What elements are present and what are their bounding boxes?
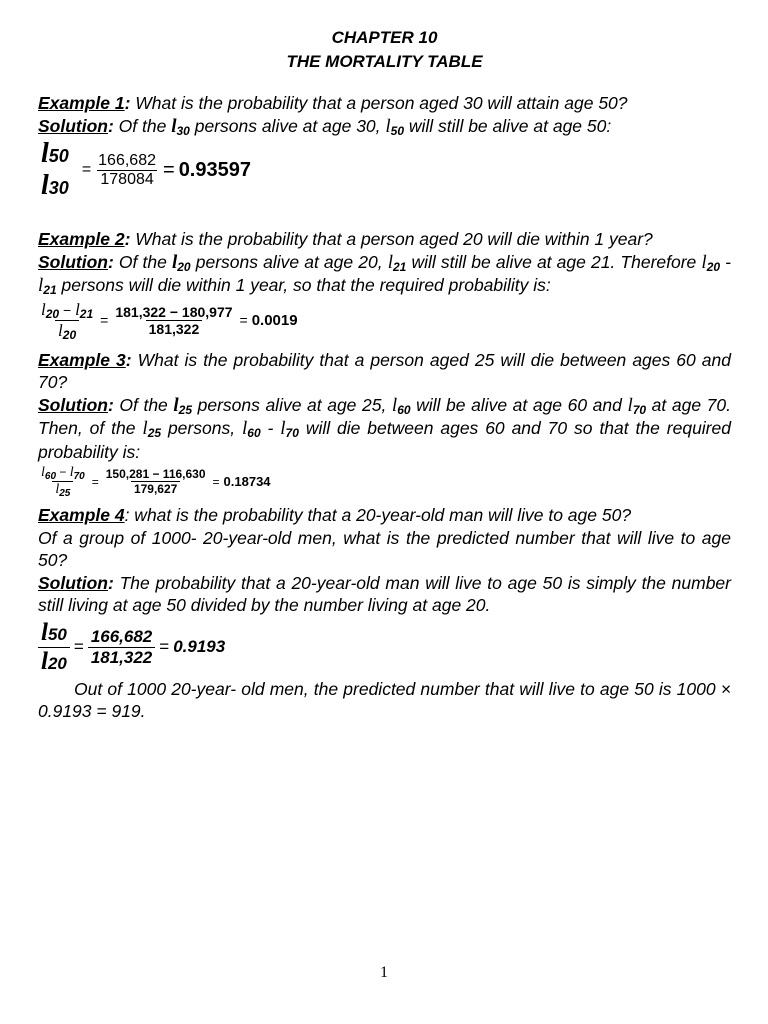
- example-3-label: Example 3: [38, 349, 126, 370]
- page-number: 1: [380, 964, 388, 981]
- example-4-question-2: Of a group of 1000- 20-year-old men, what is the predicted number that will live to age 50?: [38, 527, 731, 570]
- example-3-numerator: 150,281 − 116,630: [105, 467, 206, 481]
- example-2-label: Example 2: [38, 229, 125, 249]
- example-4-solution: Solution: The probability that a 20-year-old man will live to age 50 is simply the number still living at age 50 divided by the number living at age 20.: [38, 572, 731, 615]
- example-1-question: Example 1: What is the probability that a person aged 30 will attain age 50?: [38, 93, 628, 113]
- example-3-question: Example 3: What is the probability that a person aged 25 will die between ages 60 and 70?: [38, 349, 732, 392]
- solution-3-label: Solution: [38, 394, 108, 415]
- example-4-denominator: 181,322: [88, 647, 155, 668]
- example-4-label: Example 4: [38, 505, 125, 525]
- example-2-denominator: 181,322: [146, 320, 203, 337]
- example-2-solution: Solution: Of the $l_{20}$ persons alive at age 20, $l_{21}$ will still be alive at age 21. Therefore $l_{20} - l_{21}$ persons will die within 1 year, so that the required probability is:: [38, 251, 731, 297]
- chapter-heading: CHAPTER 10: [331, 28, 438, 47]
- example-3-solution: Solution: Of the $l_{25}$ persons alive at age 25, $l_{60}$ will be alive at age 60 and $l_{70}$ at age 70. Then, of the $l_{25}$ persons, $l_{60} - l_{70}$ will die between ages 60 and 70 so that the required probability is:: [38, 394, 731, 462]
- example-2-formula: $\frac{l_{20} - l_{21}}{l_{20}}$ = $\frac{181,322 - 180,977}{181,322}$ = 0.0019: [41, 299, 298, 342]
- example-1-numerator: 166,682: [98, 151, 156, 169]
- example-4-numerator: 166,682: [90, 626, 153, 646]
- example-1-solution: Solution: Of the $l_{30}$ persons alive at age 30, $l_{50}$ will still be alive at age 50:: [38, 115, 612, 138]
- chapter-title: THE MORTALITY TABLE: [286, 52, 483, 71]
- example-3-result: 0.18734: [223, 474, 271, 489]
- document-page: [38, 26, 731, 723]
- solution-1-label: Solution: [38, 115, 108, 136]
- example-4-result: 0.9193: [173, 637, 226, 656]
- example-3-formula: $\frac{l_{60} - l_{70}}{l_{25}}$ = $\frac{150,281 - 116,630}{179,627}$ = 0.18734: [41, 465, 271, 499]
- example-2-question: Example 2: What is the probability that a person aged 20 will die within 1 year?: [38, 229, 653, 249]
- example-2-result: 0.0019: [251, 311, 298, 329]
- example-1-formula: l50 l30 = $\frac{166,682}{178084}$ = 0.93597: [41, 138, 251, 201]
- solution-4-label: Solution: [38, 572, 108, 593]
- example-4-formula: $\frac{l50}{l20}$ = $\frac{166,682}{181,322}$ = 0.9193: [38, 619, 731, 676]
- example-4-conclusion: Out of 1000 20-year- old men, the predicted number that will live to age 50 is 1000 × 0.9193 = 919.: [38, 678, 731, 721]
- example-1-result: 0.93597: [178, 158, 251, 181]
- example-1-label: Example 1: [38, 93, 125, 113]
- example-4-question: Example 4: what is the probability that a 20-year-old man will live to age 50?: [38, 505, 632, 525]
- example-3-denominator: 179,627: [131, 481, 180, 496]
- example-1-denominator: 178084: [97, 170, 156, 189]
- example-2-numerator: 181,322 − 180,977: [115, 303, 233, 320]
- solution-2-label: Solution: [38, 251, 108, 272]
